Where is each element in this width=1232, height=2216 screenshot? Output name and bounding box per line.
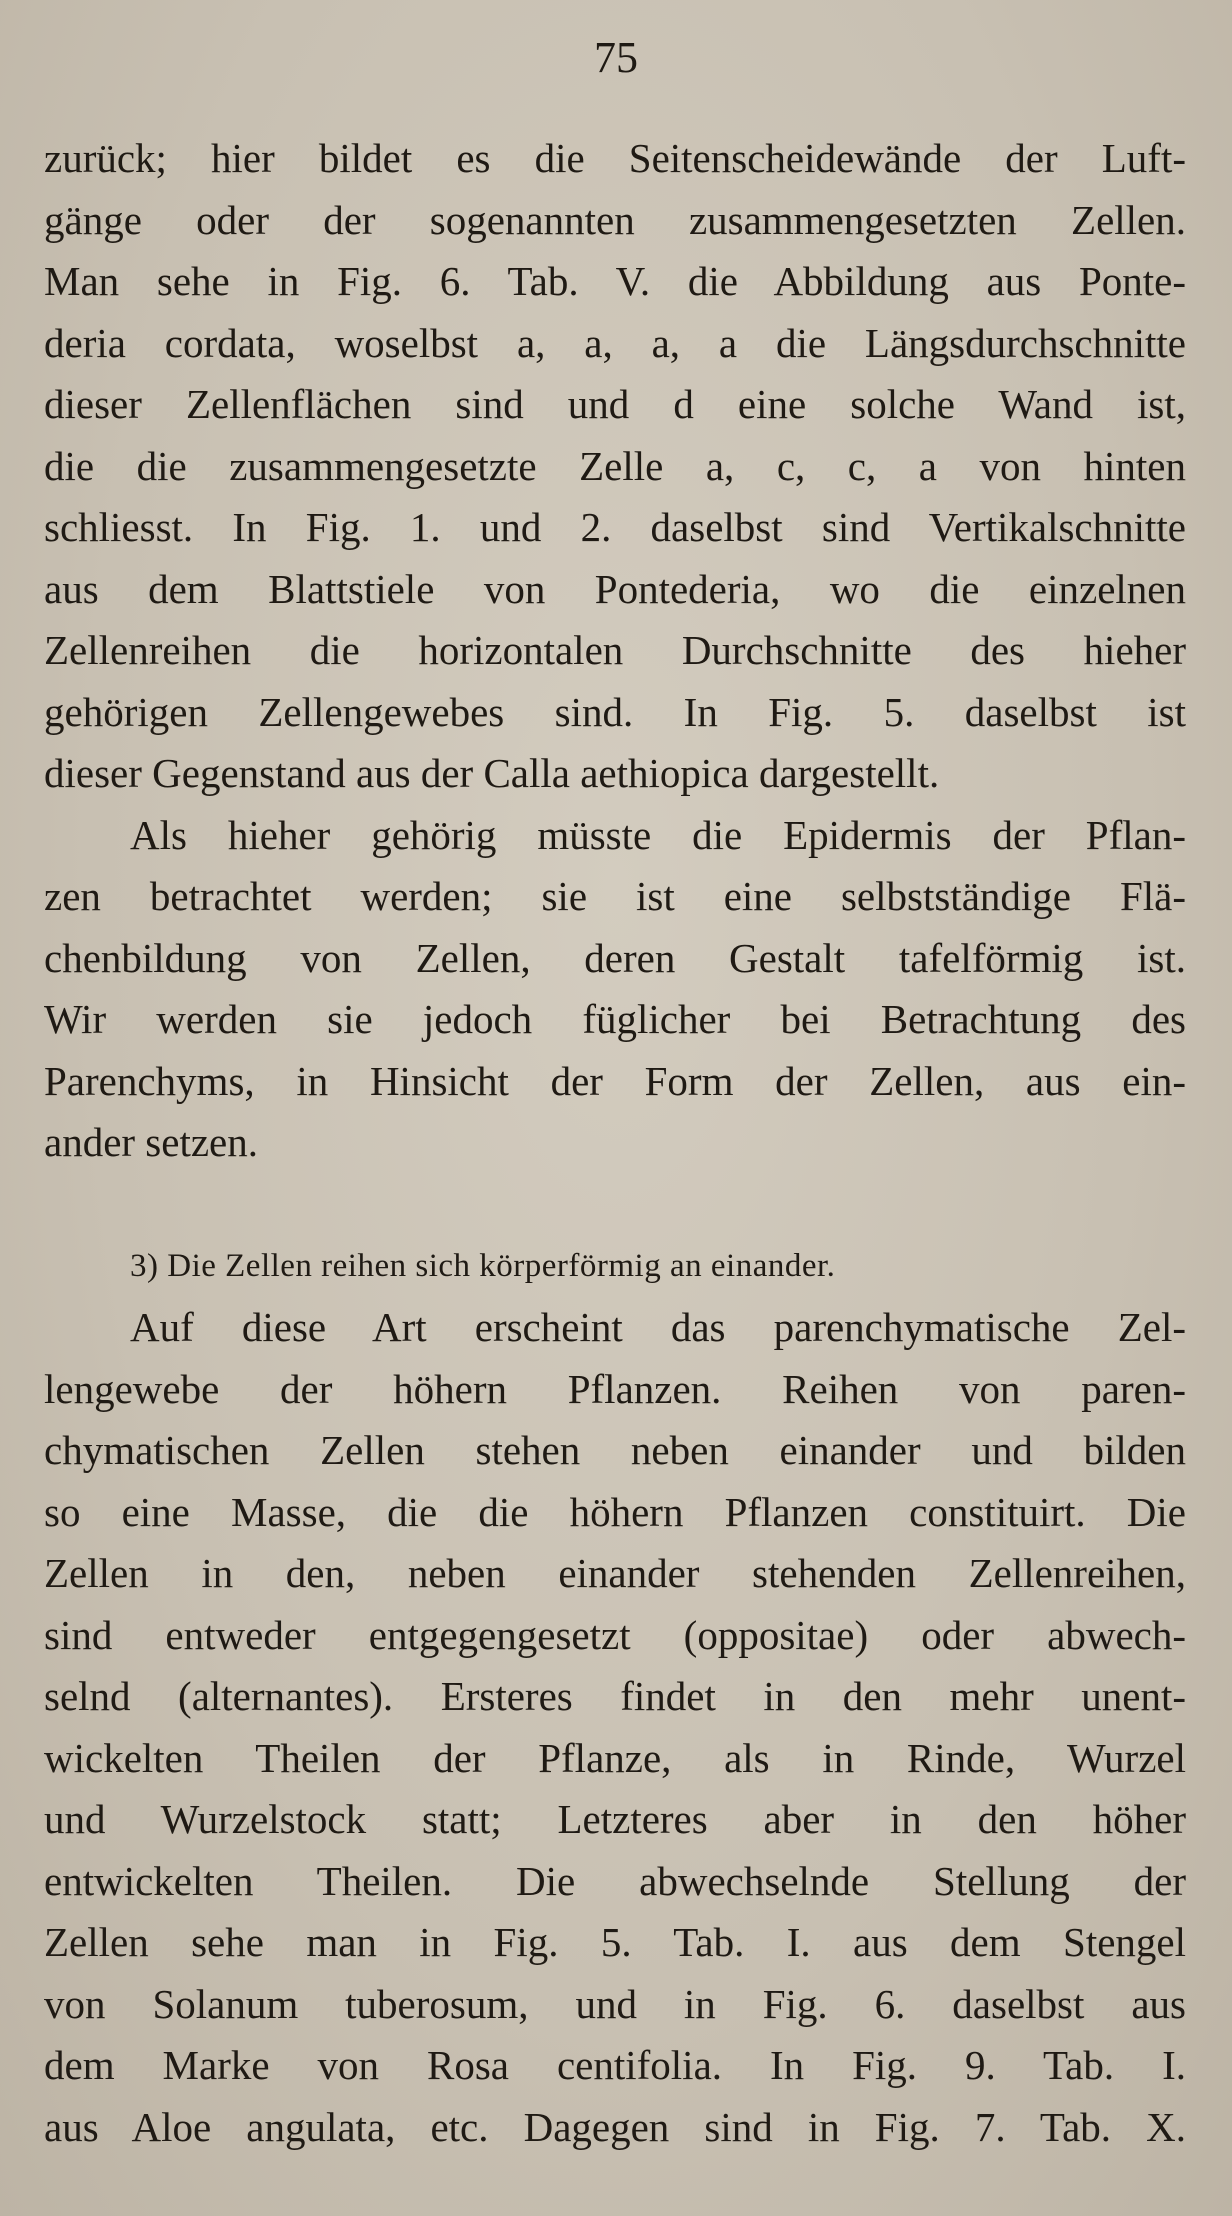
text-line: gänge oder der sogenannten zusammengesetzten Zellen. — [44, 196, 1186, 243]
text-line: gehörigen Zellengewebes sind. In Fig. 5. daselbst ist — [44, 688, 1186, 735]
text-line: aus dem Blattstiele von Pontederia, wo die einzelnen — [44, 565, 1186, 612]
paragraph-3 — [44, 1297, 1186, 2158]
text-line: ander setzen. — [44, 1119, 258, 1165]
text-line: chymatischen Zellen stehen neben einander und bilden — [44, 1427, 1186, 1473]
text-line: selnd (alternantes). Ersteres findet in den mehr unent- — [44, 1673, 1186, 1719]
text-line: sind entweder entgegengesetzt (oppositae) oder abwech- — [44, 1611, 1186, 1658]
text-line: Als hieher gehörig müsste die Epidermis der Pflan- — [130, 811, 1186, 858]
section-gap — [44, 1174, 1186, 1236]
text-line: zurück; hier bildet es die Seitenscheidewände der Luft- — [44, 135, 1186, 181]
text-line: zen betrachtet werden; sie ist eine selbstständige Flä- — [44, 873, 1186, 919]
text-line: Zellen in den, neben einander stehenden Zellenreihen, — [44, 1550, 1186, 1596]
text-line: von Solanum tuberosum, und in Fig. 6. daselbst aus — [44, 1980, 1186, 2027]
text-line: deria cordata, woselbst a, a, a, a die Längsdurchschnitte — [44, 319, 1186, 366]
text-line: die die zusammengesetzte Zelle a, c, c, a von hinten — [44, 442, 1186, 489]
text-line: entwickelten Theilen. Die abwechselnde Stellung der — [44, 1857, 1186, 1904]
text-line: Parenchyms, in Hinsicht der Form der Zellen, aus ein- — [44, 1057, 1186, 1104]
text-line: dem Marke von Rosa centifolia. In Fig. 9. Tab. I. — [44, 2042, 1186, 2088]
text-line: aus Aloe angulata, etc. Dagegen sind in Fig. 7. Tab. X. — [44, 2103, 1186, 2150]
text-line: Man sehe in Fig. 6. Tab. V. die Abbildung aus Ponte- — [44, 258, 1186, 304]
text-line: schliesst. In Fig. 1. und 2. daselbst sind Vertikalschnitte — [44, 504, 1186, 550]
text-line: chenbildung von Zellen, deren Gestalt tafelförmig ist. — [44, 934, 1186, 981]
paragraph-1 — [44, 128, 1186, 805]
text-line: und Wurzelstock statt; Letzteres aber in den höher — [44, 1796, 1186, 1842]
body-text — [44, 128, 1186, 2158]
text-line: dieser Zellenflächen sind und d eine solche Wand ist, — [44, 381, 1186, 427]
text-line: Wir werden sie jedoch füglicher bei Betrachtung des — [44, 996, 1186, 1042]
text-line: lengewebe der höhern Pflanzen. Reihen von paren- — [44, 1365, 1186, 1412]
section-heading: 3) Die Zellen reihen sich körperförmig an einander. — [130, 1247, 836, 1284]
text-line: so eine Masse, die die höhern Pflanzen constituirt. Die — [44, 1488, 1186, 1535]
text-line: Zellenreihen die horizontalen Durchschnitte des hieher — [44, 627, 1186, 673]
text-line: dieser Gegenstand aus der Calla aethiopica dargestellt. — [44, 750, 940, 796]
paragraph-2 — [44, 805, 1186, 1174]
text-line: Auf diese Art erscheint das parenchymatische Zel- — [130, 1304, 1186, 1350]
text-line: wickelten Theilen der Pflanze, als in Rinde, Wurzel — [44, 1734, 1186, 1781]
text-line: Zellen sehe man in Fig. 5. Tab. I. aus dem Stengel — [44, 1919, 1186, 1965]
page-number: 75 — [594, 33, 638, 82]
